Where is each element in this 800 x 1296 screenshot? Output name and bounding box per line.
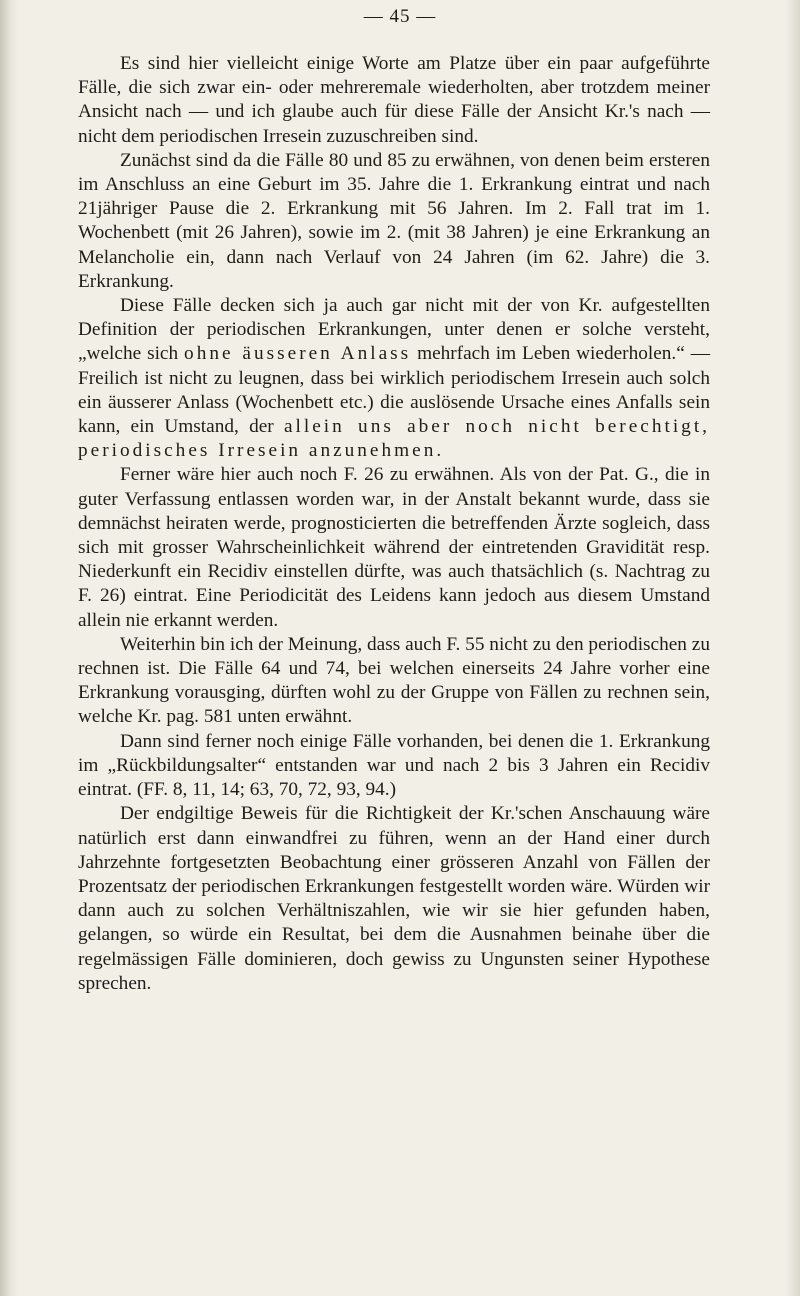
paragraph-5 xyxy=(78,633,710,730)
paragraph-text: Diese Fälle decken sich ja auch gar nicht mit der von Kr. aufgestellten Definition der periodischen Erkrankungen, unter denen er solche versteht, „welche sich xyxy=(78,295,710,365)
paragraph-7 xyxy=(78,802,710,996)
paragraph-text: Der endgiltige Beweis für die Richtigkeit der Kr.'schen Anschauung wäre natürlich erst dann einwandfrei zu führen, wenn an der Hand einer durch Jahrzehnte fortgesetzten Beobachtung einer grösseren Anzahl von Fällen der Prozentsatz der periodischen Erkrankungen festgestellt worden wäre. Würden wir dann auch zu solchen Verhältniszahlen, wie wir sie hier gefunden haben, gelangen, so würde ein Resultat, bei dem die Ausnahmen beinahe über die regelmässigen Fälle dominieren, doch gewiss zu Ungunsten seiner Hypothese sprechen. xyxy=(78,803,710,994)
emphasized-text: ohne äusseren Anlass xyxy=(184,343,412,365)
page-number: — 45 — xyxy=(363,6,437,27)
paragraph-1 xyxy=(78,52,710,149)
paragraph-2 xyxy=(78,149,710,294)
paragraph-text: Dann sind ferner noch einige Fälle vorhanden, bei denen die 1. Erkrankung im „Rückbildungsalter“ entstanden war und nach 2 bis 3 Jahren ein Recidiv eintrat. (FF. 8, 11, 14; 63, 70, 72, 93, 94.) xyxy=(78,730,710,801)
body-text xyxy=(78,52,710,996)
paragraph-4 xyxy=(78,463,710,632)
paragraph-6 xyxy=(78,730,710,803)
emphasized-text: allein uns aber noch nicht berechtigt, periodisches Irresein anzunehmen. xyxy=(78,416,710,462)
paragraph-text: Weiterhin bin ich der Meinung, dass auch F. 55 nicht zu den periodischen zu rechnen ist. Die Fälle 64 und 74, bei welchen einerseits 24 Jahre vorher eine Erkrankung vorausging, dürften wohl zu der Gruppe von Fällen zu rechnen sein, welche Kr. pag. 581 unten erwähnt. xyxy=(78,633,710,728)
paragraph-text: Zunächst sind da die Fälle 80 und 85 zu erwähnen, von denen beim ersteren im Anschluss an eine Geburt im 35. Jahre die 1. Erkrankung eintrat und nach 21jähriger Pause die 2. Erkrankung mit 56 Jahren. Im 2. Fall trat im 1. Wochenbett (mit 26 Jahren), sowie im 2. (mit 38 Jahren) je eine Erkrankung an Melancholie ein, dann nach Verlauf von 24 Jahren (im 62. Jahre) die 3. Erkrankung. xyxy=(78,149,710,292)
page-edge-left xyxy=(0,0,18,1296)
paragraph-text: Es sind hier vielleicht einige Worte am Platze über ein paar aufgeführte Fälle, die sich zwar ein- oder mehreremale wiederholten, aber trotzdem meiner Ansicht nach — und ich glaube auch für diese Fälle der Ansicht Kr.'s nach — nicht dem periodischen Irresein zuzuschreiben sind. xyxy=(78,53,710,147)
page-edge-right xyxy=(786,0,800,1296)
paragraph-3 xyxy=(78,294,710,463)
paragraph-text: mehrfach im Leben wiederholen.“ — Freilich ist nicht zu leugnen, dass bei wirklich periodischem Irresein auch solch ein äusserer Anlass (Wochenbett etc.) die auslösende Ursache eines Anfalls sein kann, ein Umstand, der xyxy=(78,343,710,438)
paragraph-text: Ferner wäre hier auch noch F. 26 zu erwähnen. Als von der Pat. G., die in guter Verfassung entlassen worden war, in der Anstalt bekannt wurde, dass sie demnächst heiraten werde, prognosticierten die betreffenden Ärzte sogleich, dass sich mit grosser Wahrscheinlichkeit während der eintretenden Gravidität resp. Niederkunft ein Recidiv einstellen dürfte, was auch thatsächlich (s. Nachtrag zu F. 26) eintrat. Eine Periodicität des Leidens kann jedoch aus diesem Umstand allein nie erkannt werden. xyxy=(78,464,710,631)
